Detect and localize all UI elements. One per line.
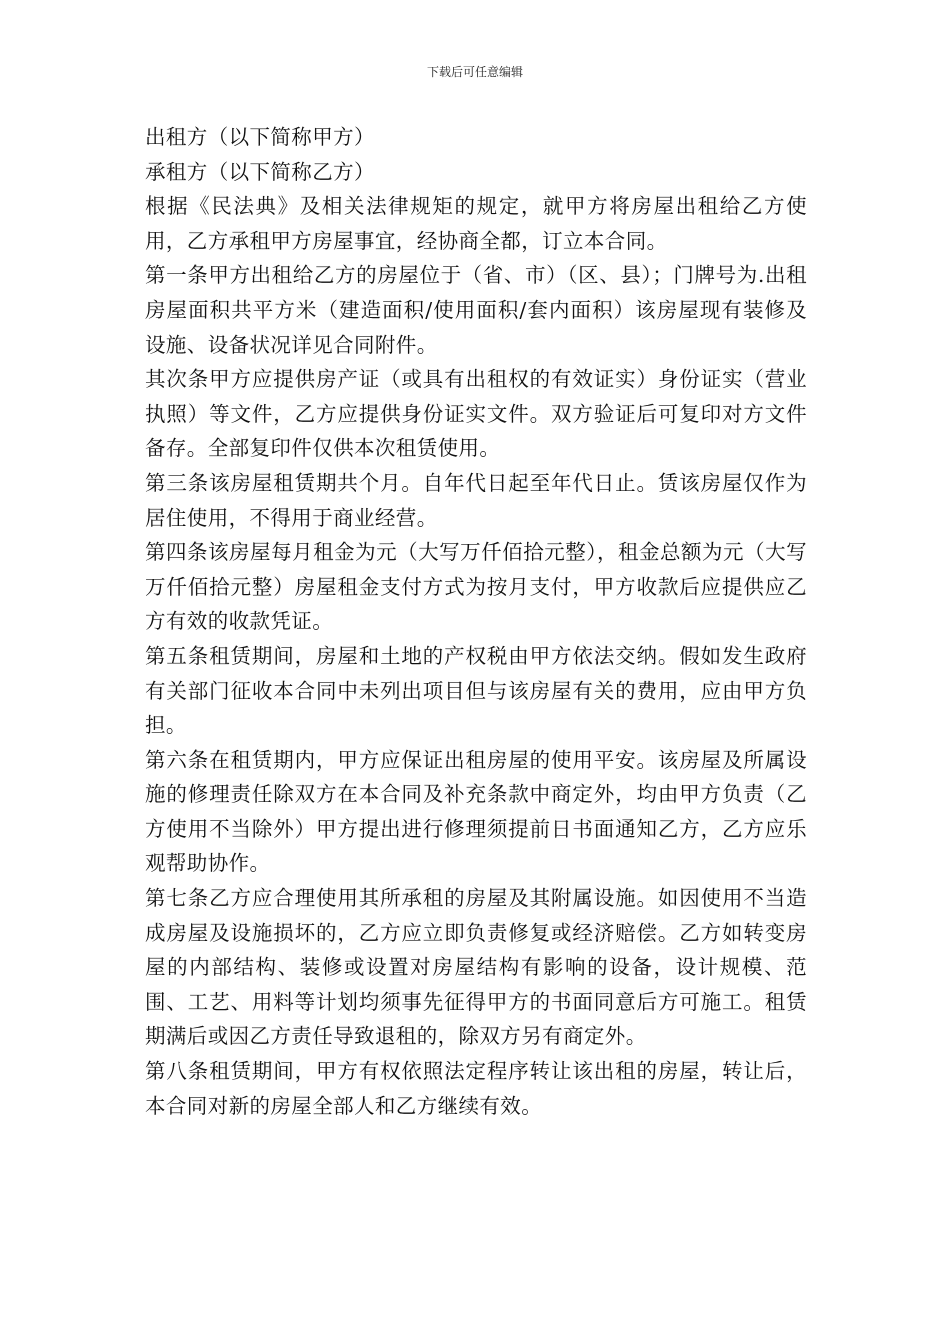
preamble-paragraph: 根据《民法典》及相关法律规矩的规定，就甲方将房屋出租给乙方使用，乙方承租甲方房屋事宜，经协商全都，订立本合同。 — [145, 194, 807, 253]
article-5-paragraph: 第五条租赁期间，房屋和土地的产权税由甲方依法交纳。假如发生政府有关部门征收本合同中未列出项目但与该房屋有关的费用，应由甲方负担。 — [145, 643, 807, 738]
article-1-paragraph: 第一条甲方出租给乙方的房屋位于（省、市）（区、县）；门牌号为.出租房屋面积共平方米（建造面积/使用面积/套内面积）该房屋现有装修及设施、设备状况详见合同附件。 — [145, 263, 807, 357]
page-header: 下载后可任意编辑 — [426, 65, 523, 79]
party-a-line: 出租方（以下简称甲方） — [145, 125, 375, 149]
contract-body — [145, 120, 807, 1123]
article-7-paragraph: 第七条乙方应合理使用其所承租的房屋及其附属设施。如因使用不当造成房屋及设施损坏的，乙方应立即负责修复或经济赔偿。乙方如转变房屋的内部结构、装修或设置对房屋结构有影响的设备，设计规模、范围、工艺、用料等计划均须事先征得甲方的书面同意后方可施工。租赁期满后或因乙方责任导致退租的，除双方另有商定外。 — [145, 886, 807, 1049]
article-4-paragraph: 第四条该房屋每月租金为元（大写万仟佰拾元整），租金总额为元（大写万仟佰拾元整）房屋租金支付方式为按月支付，甲方收款后应提供应乙方有效的收款凭证。 — [145, 540, 807, 634]
party-b-line: 承租方（以下简称乙方） — [145, 159, 375, 184]
article-6-paragraph: 第六条在租赁期内，甲方应保证出租房屋的使用平安。该房屋及所属设施的修理责任除双方在本合同及补充条款中商定外，均由甲方负责（乙方使用不当除外）甲方提出进行修理须提前日书面通知乙方，乙方应乐观帮助协作。 — [145, 747, 807, 876]
article-3-paragraph: 第三条该房屋租赁期共个月。自年代日起至年代日止。赁该房屋仅作为居住使用，不得用于商业经营。 — [145, 470, 807, 530]
article-8-paragraph: 第八条租赁期间，甲方有权依照法定程序转让该出租的房屋，转让后，本合同对新的房屋全部人和乙方继续有效。 — [145, 1059, 807, 1118]
article-2-paragraph: 其次条甲方应提供房产证（或具有出租权的有效证实）身份证实（营业执照）等文件，乙方应提供身份证实文件。双方验证后可复印对方文件备存。全部复印件仅供本次租赁使用。 — [145, 367, 807, 461]
